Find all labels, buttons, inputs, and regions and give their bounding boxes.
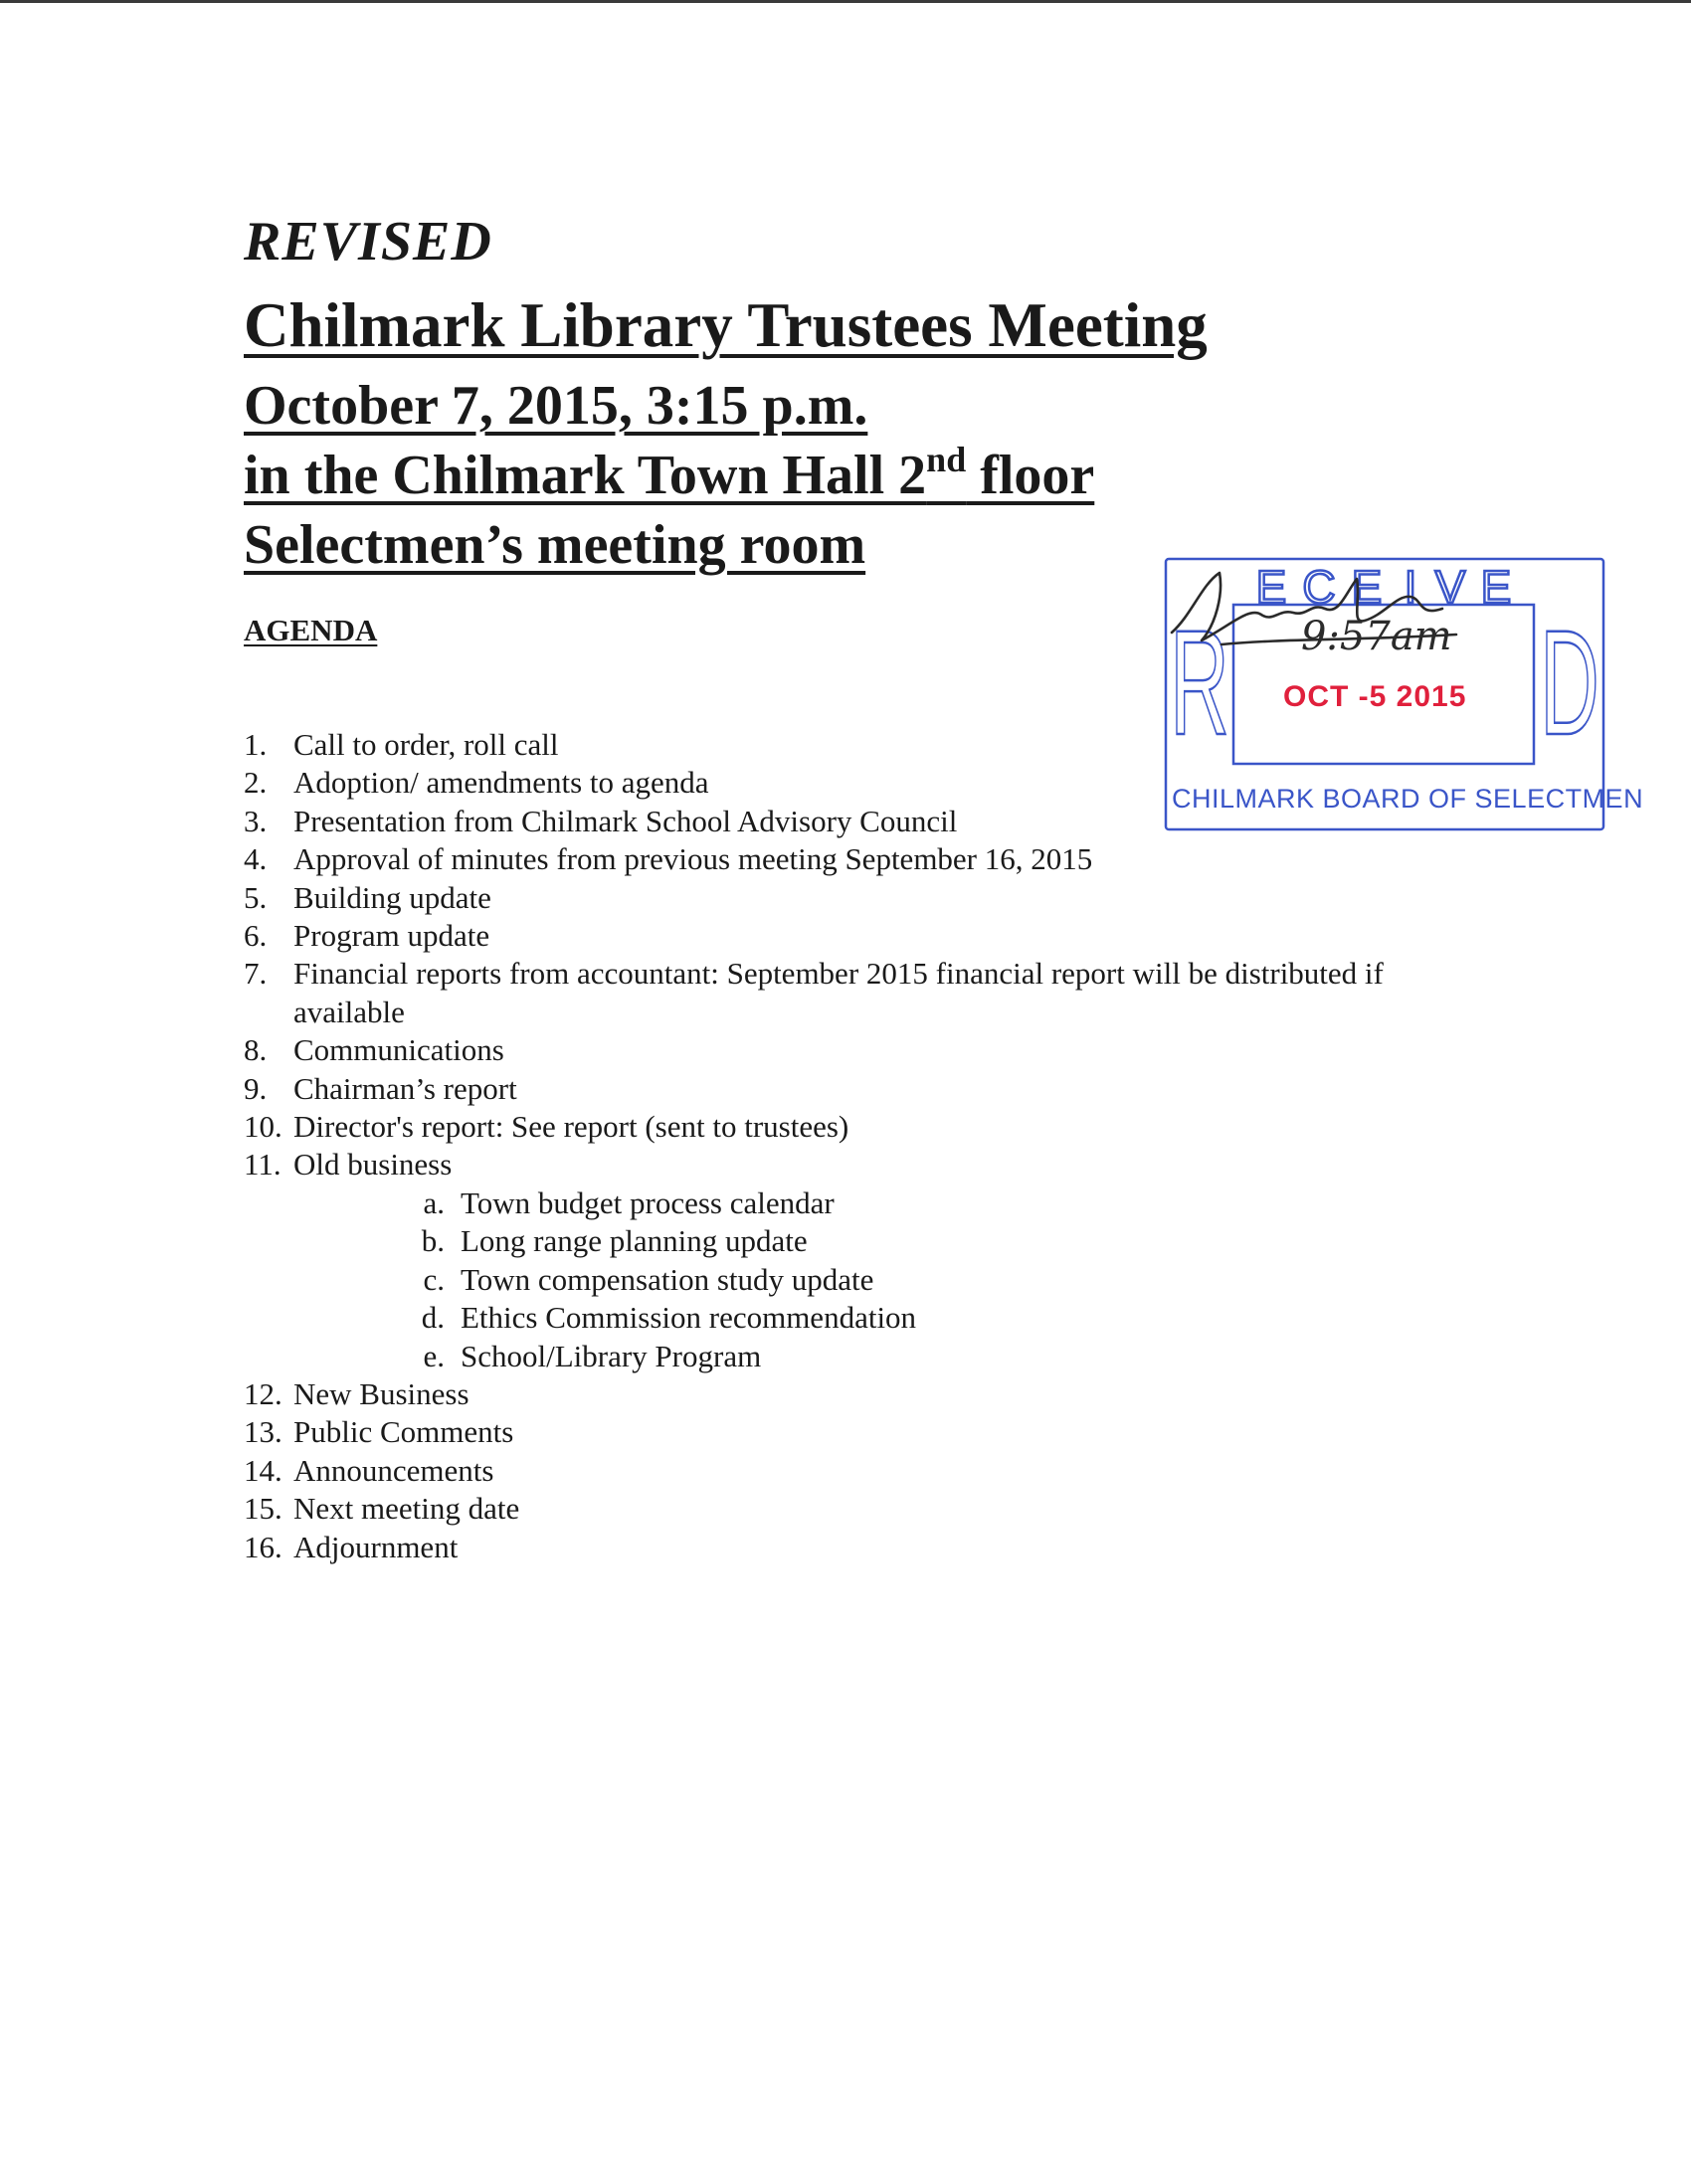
agenda-item-number: 6.	[244, 918, 268, 954]
agenda-heading: AGENDA	[244, 613, 378, 647]
agenda-subitem-text: Town compensation study update	[461, 1261, 874, 1297]
agenda-item-text: New Business	[293, 1375, 470, 1411]
agenda-item-number: 12.	[244, 1375, 282, 1411]
stamp-letter: I	[1404, 561, 1417, 613]
agenda-subitem-letter: a.	[423, 1184, 445, 1220]
agenda-item-text: Public Comments	[293, 1414, 514, 1450]
agenda-item-text: Call to order, roll call	[293, 727, 559, 762]
agenda-subitem-letter: b.	[421, 1223, 445, 1259]
agenda-item-text: Next meeting date	[293, 1491, 520, 1527]
meeting-room: Selectmen’s meeting room	[244, 514, 866, 576]
agenda-item	[244, 1452, 1537, 1490]
agenda-item	[244, 1070, 1537, 1108]
agenda-subitem	[244, 1222, 1537, 1260]
agenda-item-text: Approval of minutes from previous meeting September 16, 2015	[293, 841, 1093, 877]
agenda-subitem-text: Town budget process calendar	[461, 1184, 835, 1220]
agenda-item	[244, 1375, 1537, 1413]
agenda-item	[244, 1031, 1537, 1069]
agenda-item	[244, 1413, 1537, 1451]
revised-label: REVISED	[244, 211, 492, 273]
agenda-item-number: 10.	[244, 1109, 282, 1145]
agenda-item-number: 14.	[244, 1452, 282, 1488]
location-superscript: nd	[926, 440, 967, 479]
agenda-item-text: Adjournment	[293, 1529, 459, 1564]
agenda-subitem	[244, 1261, 1537, 1299]
agenda-item	[244, 955, 1537, 1031]
agenda-item	[244, 1490, 1537, 1528]
agenda-subitem-text: Ethics Commission recommendation	[461, 1300, 917, 1336]
agenda-item-text: Building update	[293, 879, 491, 915]
location-suffix: floor	[966, 445, 1095, 506]
agenda-item-number: 1.	[244, 727, 268, 762]
stamp-letter: V	[1434, 561, 1466, 613]
agenda-item-number: 13.	[244, 1414, 282, 1450]
agenda-subitem-text: Long range planning update	[461, 1223, 808, 1259]
agenda-item-text: Adoption/ amendments to agenda	[293, 765, 709, 801]
agenda-item	[244, 879, 1537, 917]
agenda-item-text: Presentation from Chilmark School Advisory Council	[293, 803, 958, 838]
agenda-item	[244, 1146, 1537, 1183]
agenda-list	[244, 726, 1537, 1566]
agenda-item-text: Announcements	[293, 1452, 494, 1488]
stamp-date: OCT -5 2015	[1283, 680, 1467, 713]
agenda-item	[244, 840, 1537, 878]
agenda-item-text: Program update	[293, 918, 490, 954]
agenda-item-number: 7.	[244, 956, 268, 992]
meeting-title: Chilmark Library Trustees Meeting	[244, 290, 1208, 360]
agenda-item-text: Director's report: See report (sent to trustees)	[293, 1109, 849, 1145]
stamp-board-name: CHILMARK BOARD OF SELECTMEN	[1172, 784, 1644, 814]
agenda-subitem	[244, 1299, 1537, 1337]
agenda-item-number: 8.	[244, 1032, 268, 1068]
stamp-letter: R	[1170, 598, 1229, 767]
agenda-item	[244, 917, 1537, 955]
agenda-item-number: 16.	[244, 1529, 282, 1564]
meeting-datetime: October 7, 2015, 3:15 p.m.	[244, 375, 868, 437]
agenda-subitem-letter: c.	[423, 1261, 445, 1297]
stamp-letter: E	[1351, 561, 1383, 613]
signature	[1162, 555, 1460, 659]
agenda-item	[244, 1108, 1537, 1146]
stamp-letter: C	[1302, 561, 1336, 613]
agenda-subitem-letter: e.	[423, 1338, 445, 1373]
stamp-letter: E	[1255, 561, 1287, 613]
agenda-item	[244, 1529, 1537, 1566]
agenda-item-number: 4.	[244, 841, 268, 877]
agenda-item-number: 9.	[244, 1070, 268, 1106]
agenda-item-number: 15.	[244, 1491, 282, 1527]
agenda-item-text: Chairman’s report	[293, 1070, 517, 1106]
agenda-item-number: 2.	[244, 765, 268, 801]
stamp-letter: D	[1540, 598, 1599, 767]
meeting-location	[244, 440, 1095, 506]
agenda-item-text: Old business	[293, 1147, 453, 1183]
agenda-item-number: 5.	[244, 879, 268, 915]
stamp-letter: E	[1480, 561, 1512, 613]
agenda-item-number: 11.	[244, 1147, 282, 1183]
agenda-subitem	[244, 1184, 1537, 1222]
agenda-subitem-letter: d.	[421, 1300, 445, 1336]
location-prefix: in the Chilmark Town Hall 2	[244, 445, 927, 506]
agenda-item-text: Financial reports from accountant: September 2015 financial report will be distributed if available	[293, 956, 1384, 1029]
stamp-handwritten-time: 9:57am	[1301, 614, 1452, 659]
agenda-subitem	[244, 1338, 1537, 1375]
agenda-item-number: 3.	[244, 803, 268, 838]
agenda-item-text: Communications	[293, 1032, 504, 1068]
scan-edge	[0, 0, 1691, 3]
agenda-subitem-text: School/Library Program	[461, 1338, 762, 1373]
received-stamp	[1162, 555, 1644, 833]
